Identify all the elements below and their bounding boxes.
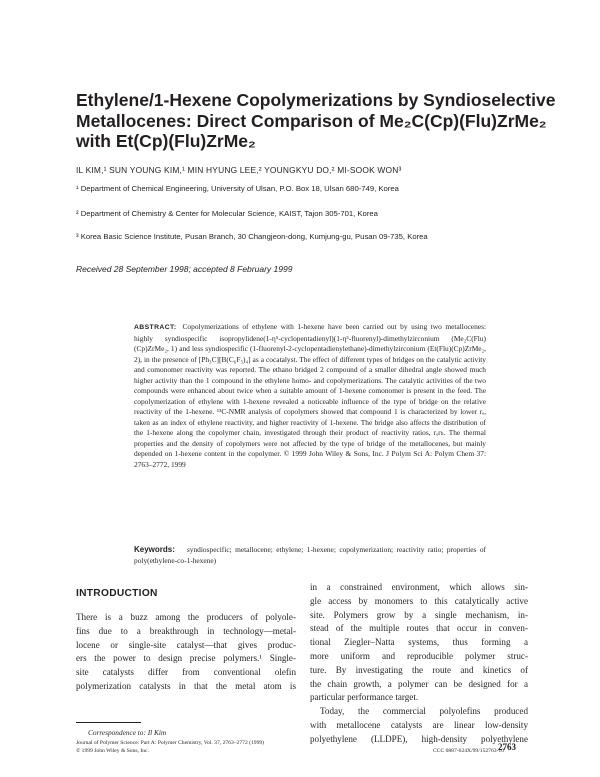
abstract <box>134 322 486 470</box>
article-title <box>76 90 556 152</box>
received-dates: Received 28 September 1998; accepted 8 February 1999 <box>76 264 293 274</box>
abstract-text: Copolymerizations of ethylene with 1-hexene have been carried out by using two metallocenes: highly syndiospecific isopropylidene(1-η⁵-cyclopentadienyl)(1-η⁵-fluorenyl)-dimethylzirconium (Me₂C(Flu)(Cp)ZrMe₂, 1) and less syndiospecific (1-fluorenyl-2-cyclopentadienylethane)-dimethylzirconium (Et(Flu)(Cp)ZrMe₂, 2), in the presence of [Ph₃C][B(C₆F₅)₄] as a cocatalyst. The effect of different types of bridges on the catalytic activity and comonomer reactivity was reported. The ethano bridged 2 compound of a smaller dihedral angle showed much higher activity than the 1 compound in the ethylene homo- and copolymerizations. The catalytic activities of the two compounds were enhanced about twice when a suitable amount of 1-hexene comonomer is present in the feed. The copolymerization of ethylene with 1-hexene revealed a noticeable influence of the type of bridge on the relative reactivity of the 1-hexene. ¹³C-NMR analysis of copolymers showed that compound 1 is characterized by lower rₑ, taken as an index of ethylene reactivity, and higher reactivity of 1-hexene. The bridge also affects the distribution of the 1-hexene along the copolymer chain, investigated through their product of reactivity ratios, rₑrₕ. The thermal properties and the density of copolymers were not affected by the type of bridge of the metallocenes, but mainly depended on 1-hexene content in the copolymer. © 1999 John Wiley & Sons, Inc. J Polym Sci A: Polym Chem 37: 2763–2772, 1999 <box>134 322 486 469</box>
title-line-3: with Et(Cp)(Flu)ZrMe₂ <box>76 131 256 151</box>
text-line: polyethylene (LLDPE), high-density polyethylene <box>310 733 528 744</box>
text-line: tional Ziegler–Natta systems, thus forming a <box>310 637 528 648</box>
text-line: particular performance target. <box>310 692 419 703</box>
introduction-left-column <box>76 611 296 694</box>
keywords-text: syndiospecific; metallocene; ethylene; 1-hexene; copolymerization; reactivity ratio; properties of poly(ethylene-co-1-hexene) <box>134 545 486 565</box>
title-line-2: Metallocenes: Direct Comparison of Me₂C(Cp)(Flu)ZrMe₂ <box>76 110 547 131</box>
text-line: ers the power to design precise polymers.¹ Single- <box>76 653 296 664</box>
copyright-notice: © 1999 John Wiley & Sons, Inc. <box>76 748 149 754</box>
affiliation-2: ² Department of Chemistry & Center for Molecular Science, KAIST, Tajon 305-701, Korea <box>76 209 378 218</box>
text-line: in a constrained environment, which allows sin- <box>310 582 528 592</box>
text-line: site. Polymers grow by a single mechanism, in- <box>310 609 528 620</box>
text-line: stead of the multiple routes that occur in conven- <box>310 623 528 634</box>
footnote-divider <box>76 722 141 723</box>
title-line-1: Ethylene/1-Hexene Copolymerizations by Syndioselective <box>76 90 556 110</box>
keywords <box>134 545 486 566</box>
text-line: ture. By investigating the route and kinetics of <box>310 664 528 675</box>
text-line: more uniform and reproducible polymer struc- <box>310 650 528 661</box>
keywords-label: Keywords: <box>134 545 175 554</box>
text-line: fins due to a breakthrough in technology—metal- <box>76 625 296 636</box>
text-line: gle access by monomers to this catalytically active <box>310 595 528 606</box>
ccc-code: CCC 0887-624X/99/152763-10 <box>433 748 505 754</box>
author-list: IL KIM,¹ SUN YOUNG KIM,¹ MIN HYUNG LEE,² YOUNGKYU DO,² MI-SOOK WON³ <box>76 165 402 175</box>
abstract-label: ABSTRACT: <box>134 324 177 331</box>
text-line: Today, the commercial polyolefins produced <box>320 706 528 717</box>
page-number: 2763 <box>498 742 516 752</box>
text-line: There is a buzz among the producers of polyole- <box>76 612 296 622</box>
journal-citation: Journal of Polymer Science: Part A: Polymer Chemistry, Vol. 37, 2763–2772 (1999) <box>76 740 265 746</box>
section-heading-introduction: INTRODUCTION <box>76 588 158 599</box>
affiliation-3: ³ Korea Basic Science Institute, Pusan Branch, 30 Changjeon-dong, Kumjung-gu, Pusan 09-735, Korea <box>76 232 428 241</box>
correspondence-note: Correspondence to: Il Kim <box>88 728 167 737</box>
text-line: the chain growth, a polymer can be designed for a <box>310 678 528 689</box>
affiliation-1: ¹ Department of Chemical Engineering, University of Ulsan, P.O. Box 18, Ulsan 680-749, Korea <box>76 184 399 193</box>
text-line: polymerization catalysts in that the metal atom is <box>76 680 296 691</box>
text-line: locene or single-site catalyst—that gives produc- <box>76 639 296 650</box>
introduction-right-column <box>310 581 528 747</box>
text-line: with metallocene catalysts are linear low-density <box>310 719 528 730</box>
text-line: site catalysts differ from conventional olefin <box>76 667 296 678</box>
